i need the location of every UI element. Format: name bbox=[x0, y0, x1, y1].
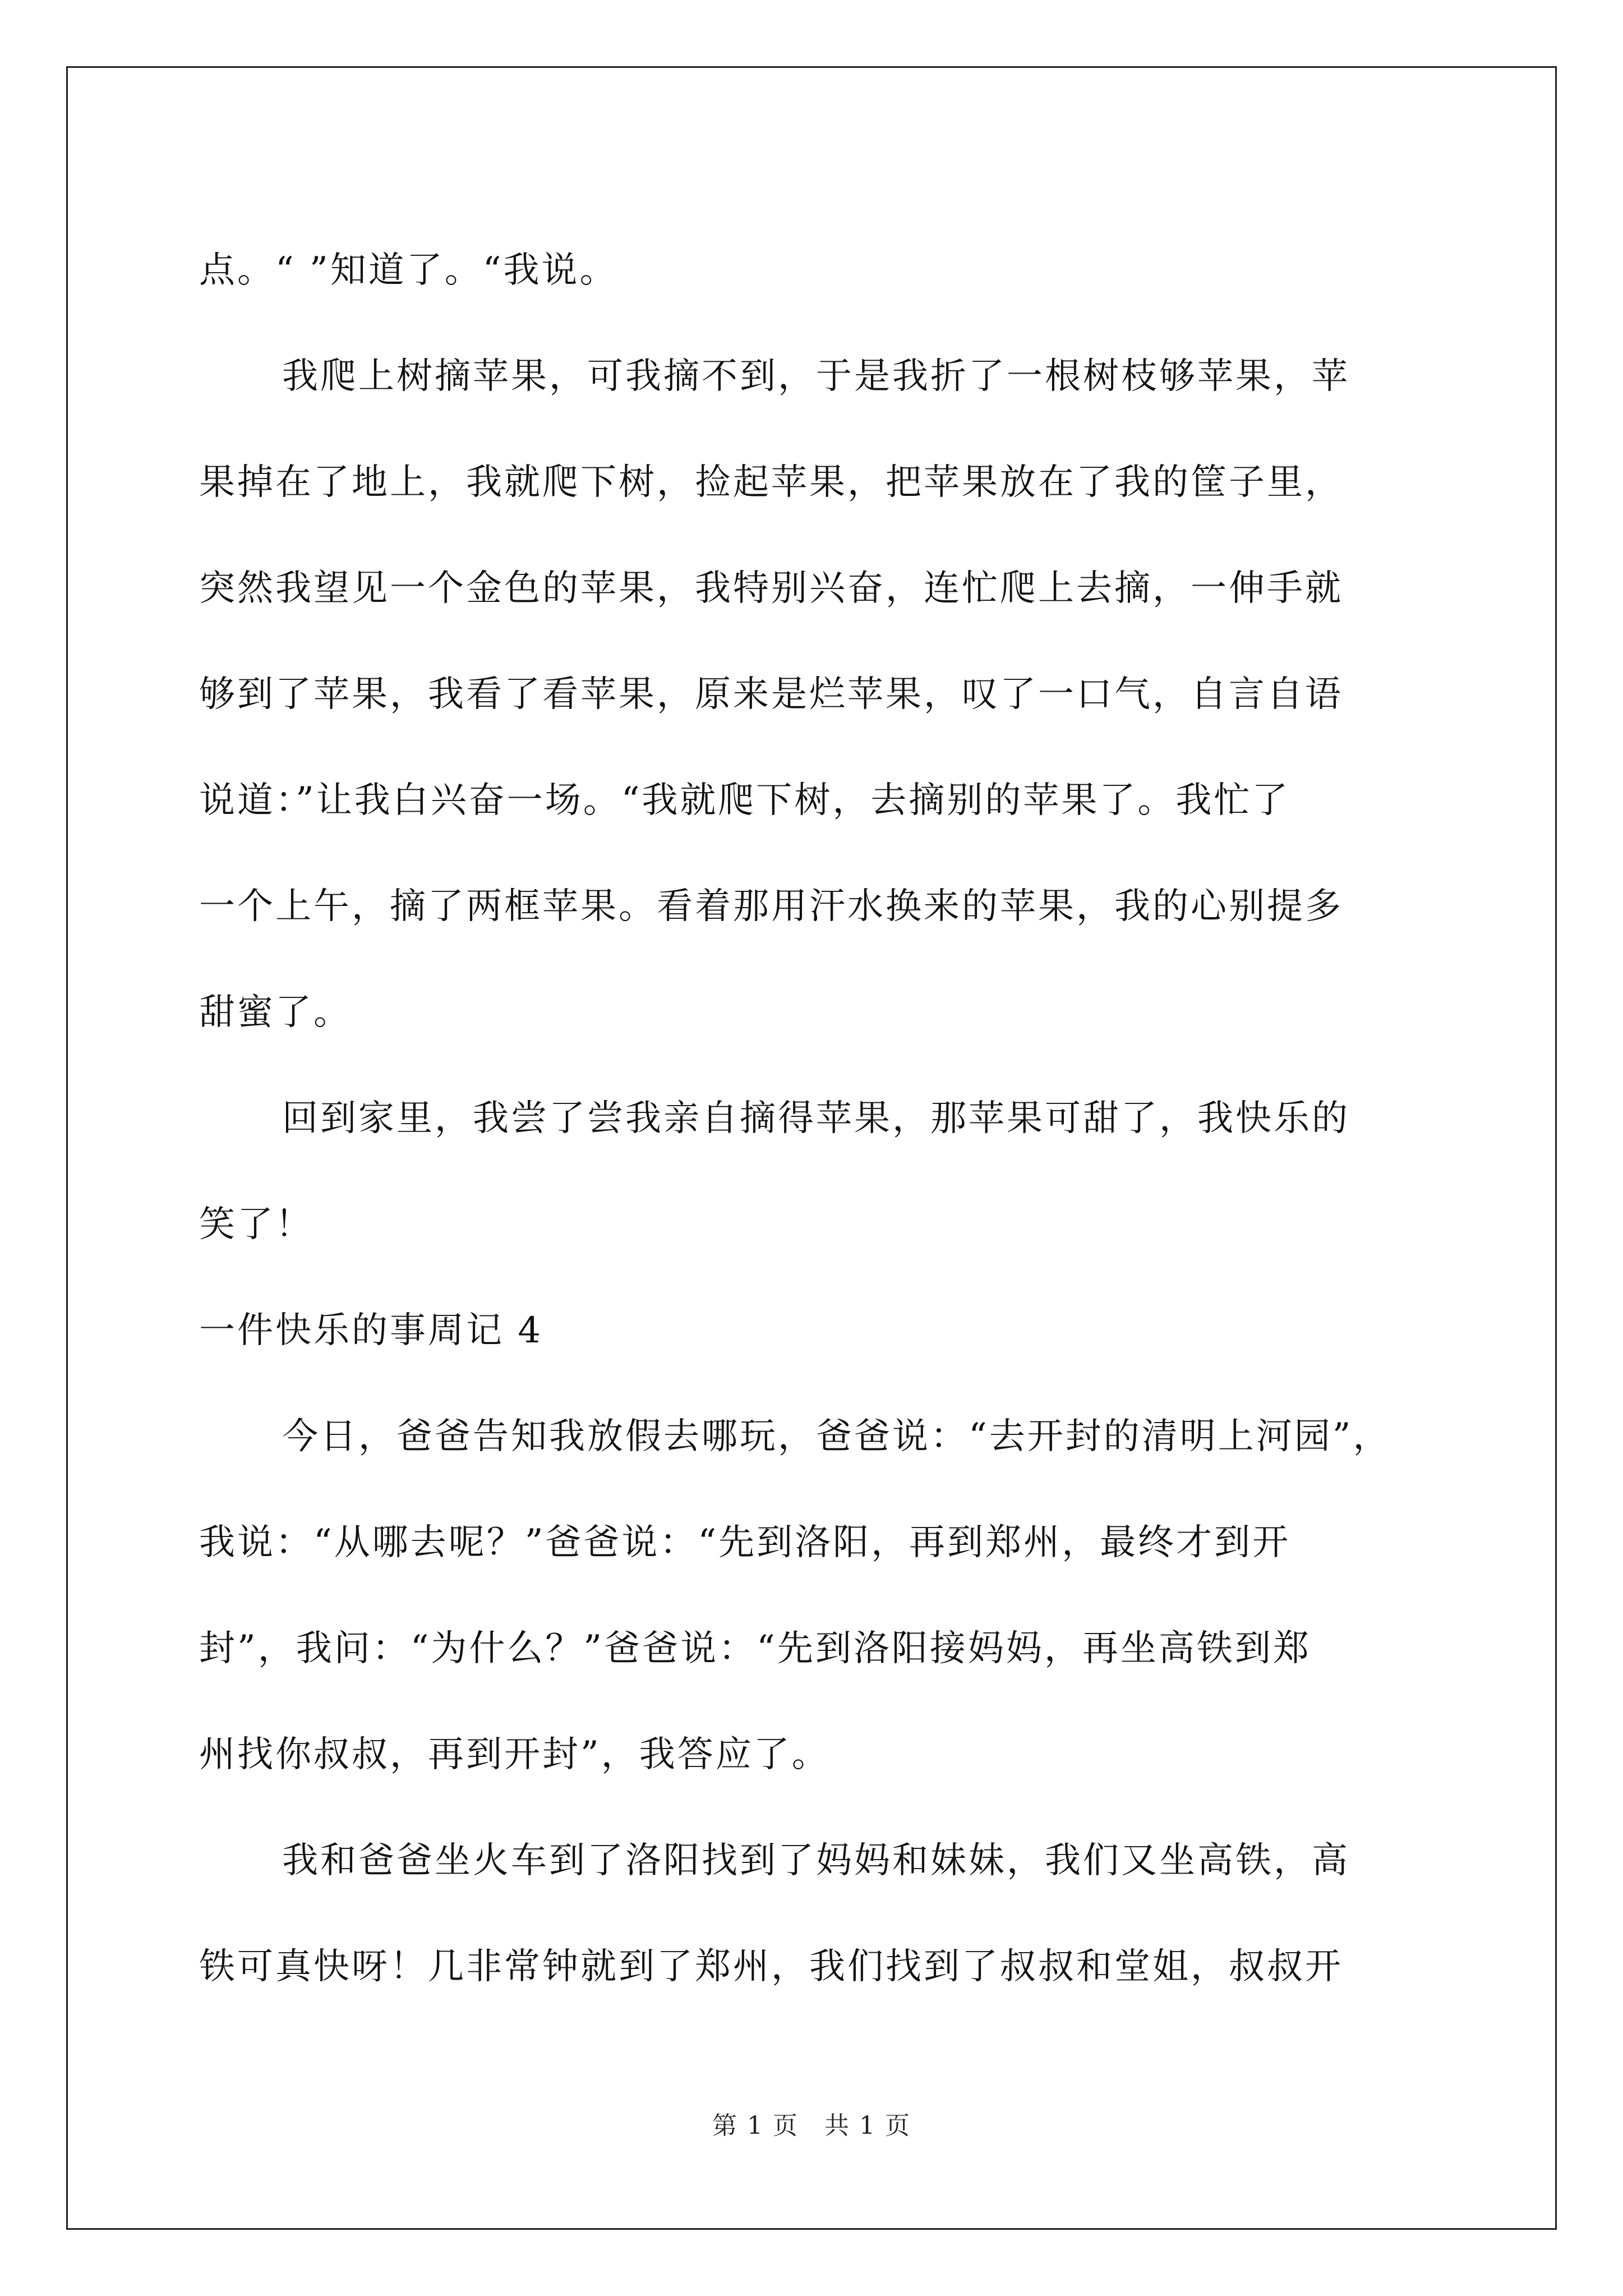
text-line: 够到了苹果，我看了看苹果，原来是烂苹果，叹了一口气，自言自语 bbox=[199, 674, 1343, 715]
text-line: 笑了！ bbox=[199, 1204, 313, 1245]
text-line: 说道：”让我白兴奋一场。“我就爬下树，去摘别的苹果了。我忙了 bbox=[199, 780, 1290, 821]
text-line: 甜蜜了。 bbox=[199, 992, 352, 1033]
text-line: 封”，我问：“为什么？”爸爸说：“先到洛阳接妈妈，再坐高铁到郑 bbox=[199, 1628, 1311, 1669]
text-line: 一个上午，摘了两框苹果。看着那用汗水换来的苹果，我的心别提多 bbox=[199, 886, 1343, 927]
text-line: 果掉在了地上，我就爬下树，捡起苹果，把苹果放在了我的筐子里， bbox=[199, 462, 1343, 503]
text-line: 我爬上树摘苹果，可我摘不到，于是我折了一根树枝够苹果，苹 bbox=[282, 356, 1350, 397]
text-line: 州找你叔叔，再到开封”，我答应了。 bbox=[199, 1734, 830, 1775]
document-body bbox=[199, 218, 1433, 2020]
text-line: 我和爸爸坐火车到了洛阳找到了妈妈和妹妹，我们又坐高铁，高 bbox=[282, 1840, 1350, 1881]
page-number-footer: 第 1 页 共 1 页 bbox=[712, 2111, 911, 2140]
section-heading: 一件快乐的事周记 4 bbox=[199, 1310, 543, 1351]
text-line: 我说：“从哪去呢？”爸爸说：“先到洛阳，再到郑州，最终才到开 bbox=[199, 1522, 1291, 1563]
text-line: 点。“ ”知道了。“我说。 bbox=[199, 250, 618, 291]
text-line: 突然我望见一个金色的苹果，我特别兴奋，连忙爬上去摘，一伸手就 bbox=[199, 568, 1343, 609]
text-line: 今日，爸爸告知我放假去哪玩，爸爸说：“去开封的清明上河园”， bbox=[282, 1416, 1391, 1457]
text-line: 铁可真快呀！几非常钟就到了郑州，我们找到了叔叔和堂姐，叔叔开 bbox=[199, 1946, 1343, 1987]
text-line: 回到家里，我尝了尝我亲自摘得苹果，那苹果可甜了，我快乐的 bbox=[282, 1098, 1350, 1139]
